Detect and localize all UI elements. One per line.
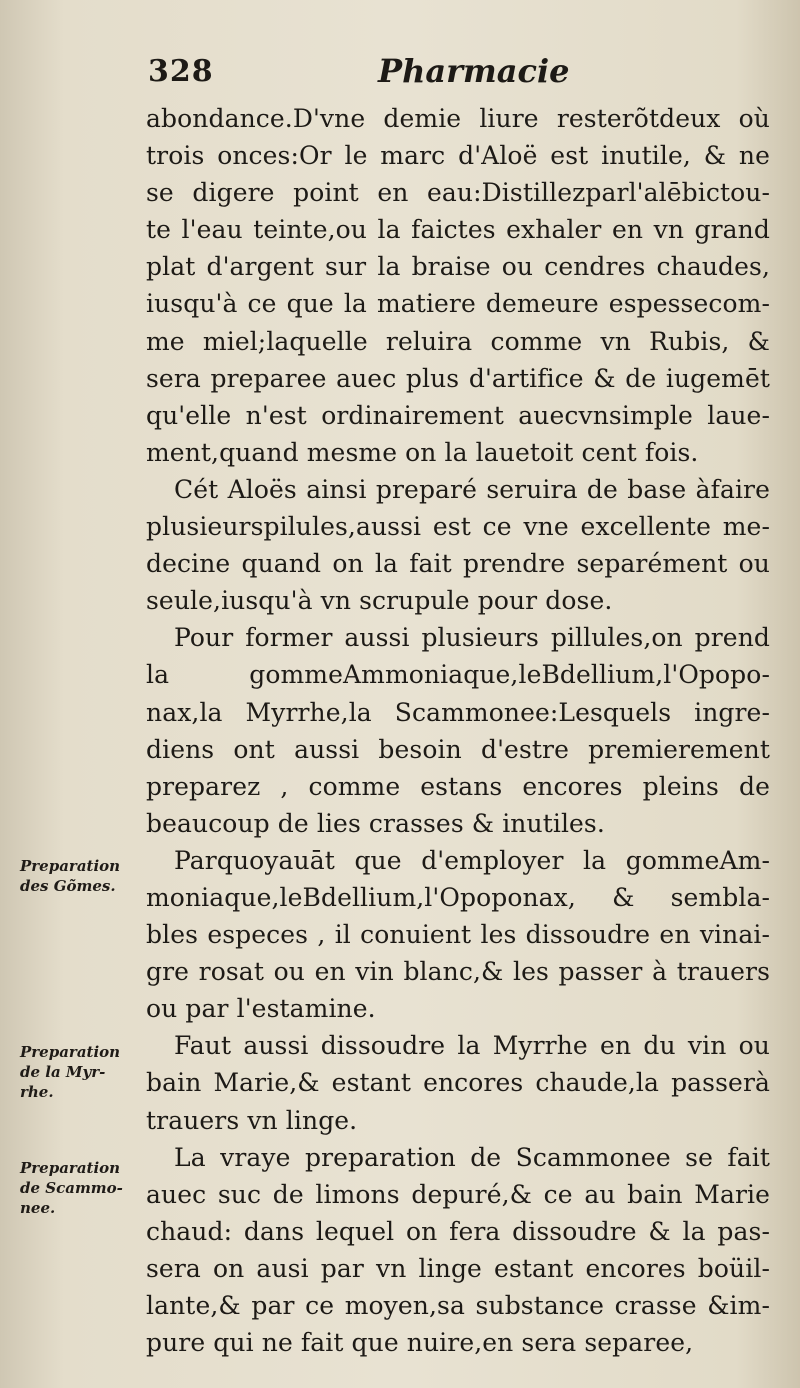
text-line: nax,la Myrrhe,la Scammonee:Lesquels ingre- [146, 697, 770, 727]
text-line: se digere point en eau:Distillezparl'alēbictou- [146, 178, 770, 208]
text-line: te l'eau teinte,ou la faictes exhaler en vn grand [146, 215, 770, 245]
margin-note-line: nee. [20, 1199, 56, 1217]
page-number: 328 [148, 54, 214, 89]
margin-note-line: rhe. [20, 1083, 54, 1101]
text-line: decine quand on la fait prendre separément ou [146, 549, 770, 579]
text-line: abondance.D'vne demie liure resterõtdeux où [146, 104, 770, 133]
text-line: plusieurspilules,aussi est ce vne excellente me- [146, 512, 770, 542]
margin-note-gommes [20, 856, 140, 896]
text-line: lante,& par ce moyen,sa substance crasse &im- [146, 1291, 770, 1320]
text-line: gre rosat ou en vin blanc,& les passer à trauers [146, 957, 770, 987]
text-line: Parquoyauāt que d'employer la gommeAm- [174, 845, 770, 875]
text-line: ment,quand mesme on la lauetoit cent fois. [146, 437, 699, 467]
text-line: beaucoup de lies crasses & inutiles. [146, 808, 605, 838]
margin-note-scammonee [20, 1158, 140, 1218]
margin-note-myrrhe [20, 1042, 140, 1102]
text-line: Pour former aussi plusieurs pillules,on prend [174, 623, 770, 653]
text-line: diens ont aussi besoin d'estre premierement [146, 734, 770, 764]
text-line: Cét Aloës ainsi preparé seruira de base àfaire [174, 474, 770, 504]
text-line: sera on ausi par vn linge estant encores boüil- [146, 1253, 770, 1283]
page-header [148, 52, 768, 92]
text-line: ou par l'estamine. [146, 994, 376, 1024]
text-line: plat d'argent sur la braise ou cendres chaudes, [146, 252, 770, 282]
margin-note-line: de Scammo- [20, 1179, 123, 1197]
text-line: me miel;laquelle reluira comme vn Rubis, & [146, 326, 770, 356]
text-line: moniaque,leBdellium,l'Opoponax, & sembla- [146, 882, 770, 912]
text-line: Faut aussi dissoudre la Myrrhe en du vin ou [174, 1031, 770, 1061]
text-line: chaud: dans lequel on fera dissoudre & la pas- [146, 1216, 770, 1246]
text-line: auec suc de limons depuré,& ce au bain Marie [146, 1179, 770, 1209]
text-line: iusqu'à ce que la matiere demeure espessecom- [146, 289, 770, 319]
text-line: trois onces:Or le marc d'Aloë est inutile, & ne [146, 141, 770, 171]
running-title: Pharmacie [378, 52, 570, 90]
text-line: trauers vn linge. [146, 1105, 358, 1135]
margin-note-line: Preparation [20, 857, 121, 875]
margin-note-line: Preparation [20, 1043, 121, 1061]
text-line: bles especes , il conuient les dissoudre en vinai- [146, 920, 770, 950]
text-line: sera preparee auec plus d'artifice & de iugemēt [146, 363, 770, 393]
margin-note-line: Preparation [20, 1159, 121, 1177]
text-line: seule,iusqu'à vn scrupule pour dose. [146, 586, 613, 616]
text-line: pure qui ne fait que nuire,en sera separee, [146, 1328, 694, 1358]
text-line: preparez , comme estans encores pleins de [146, 771, 770, 801]
margin-note-line: des Gõmes. [20, 877, 116, 895]
text-line: La vraye preparation de Scammonee se fait [174, 1142, 770, 1172]
text-line: bain Marie,& estant encores chaude,la passerà [146, 1068, 770, 1098]
margin-note-line: de la Myr- [20, 1063, 106, 1081]
text-line: la gommeAmmoniaque,leBdellium,l'Opopo- [146, 660, 770, 690]
body-text [146, 100, 770, 1361]
text-line: qu'elle n'est ordinairement auecvnsimple laue- [146, 400, 770, 430]
